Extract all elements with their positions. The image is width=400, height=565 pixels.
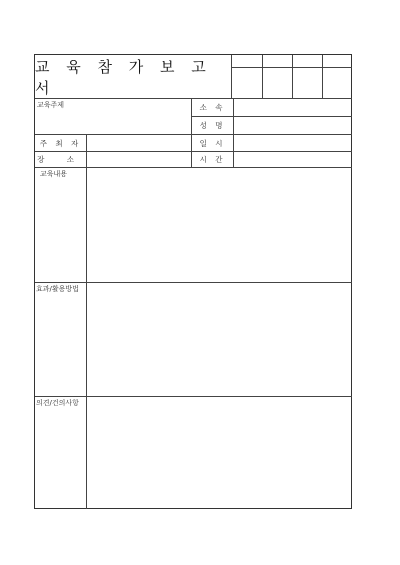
- date-field[interactable]: [234, 135, 352, 151]
- form-title: 교 육 참 가 보 고 서: [35, 57, 212, 97]
- organizer-label: 주 최 자: [39, 138, 82, 148]
- organizer-field[interactable]: [87, 135, 191, 151]
- content-field[interactable]: [87, 168, 352, 282]
- effect-label: 효과/활용방법: [36, 285, 79, 293]
- topic-field[interactable]: [36, 108, 191, 134]
- date-label: 일 시: [199, 138, 226, 148]
- affiliation-field[interactable]: [234, 99, 352, 116]
- effect-field[interactable]: [87, 283, 352, 396]
- name-label: 성 명: [199, 121, 226, 130]
- place-field[interactable]: [87, 152, 191, 167]
- approval-sign-box-3[interactable]: [293, 68, 322, 98]
- report-form: [34, 54, 352, 509]
- affiliation-label: 소 속: [199, 103, 226, 112]
- approval-sign-box-2[interactable]: [263, 68, 292, 98]
- time-field[interactable]: [234, 152, 352, 167]
- opinion-field[interactable]: [87, 397, 352, 509]
- time-label: 시 간: [199, 155, 226, 164]
- place-label: 장 소: [37, 155, 84, 164]
- opinion-label: 의견/건의사항: [36, 399, 79, 407]
- approval-sign-box-1[interactable]: [232, 68, 262, 98]
- content-label: 교육내용: [40, 170, 68, 178]
- topic-label: 교육주제: [37, 101, 65, 109]
- approval-sign-box-4[interactable]: [323, 68, 352, 98]
- name-field[interactable]: [234, 117, 352, 134]
